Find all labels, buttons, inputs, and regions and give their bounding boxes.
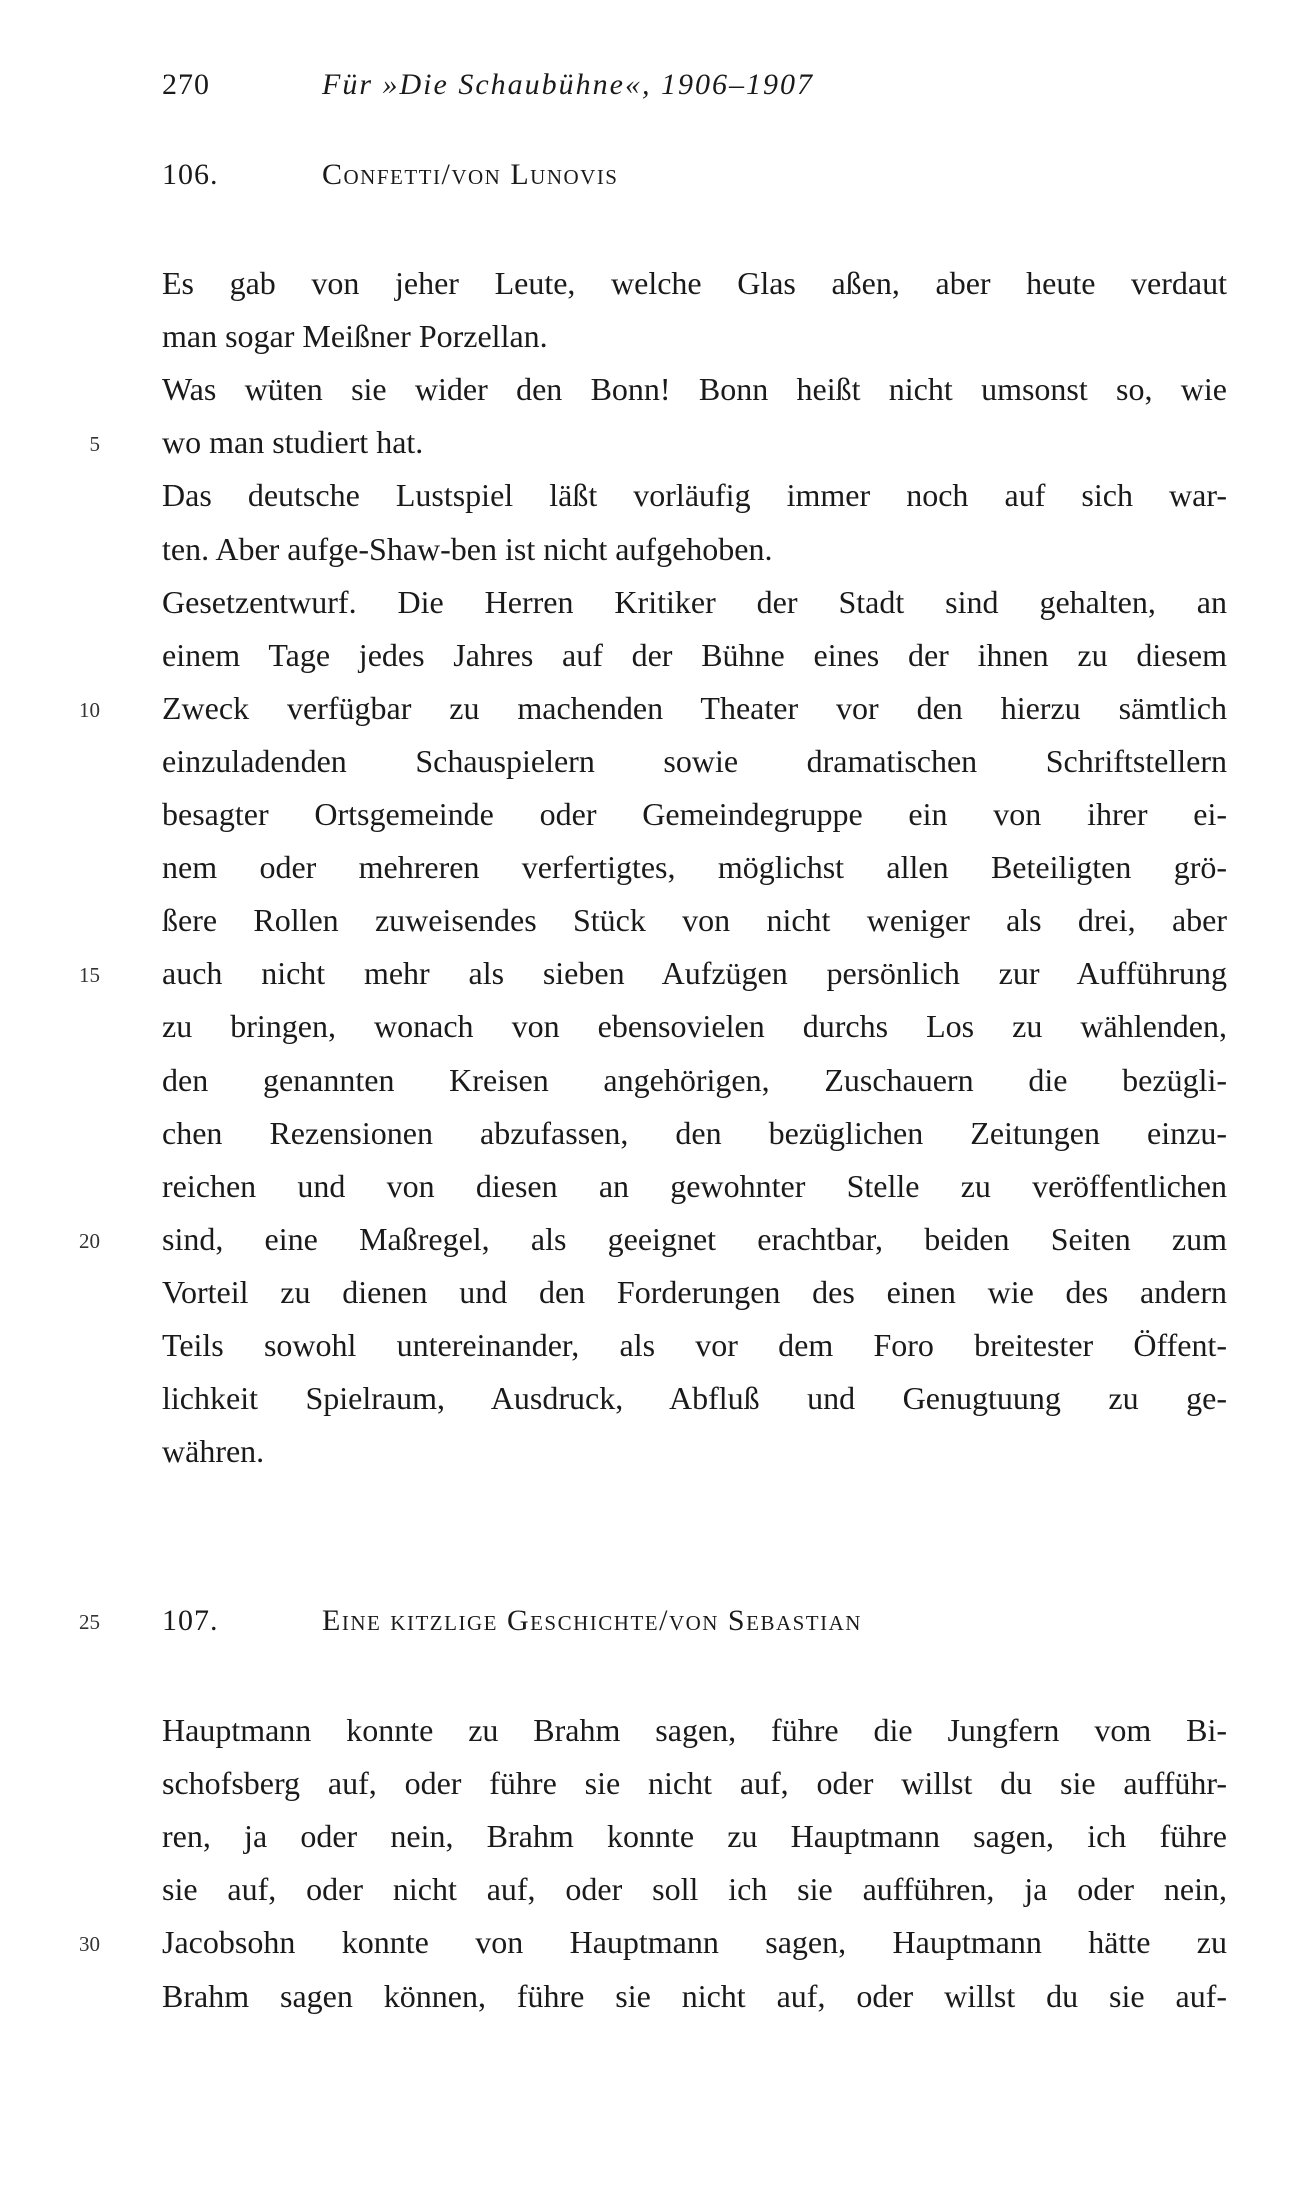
text-line: Zweck verfügbar zu machenden Theater vor den hierzu sämtlich (162, 689, 1227, 726)
line-number: 15 (79, 963, 100, 988)
text-line: ßere Rollen zuweisendes Stück von nicht weniger als drei, aber (162, 902, 1227, 939)
text-line: Gesetzentwurf. Die Herren Kritiker der Stadt sind gehalten, an (162, 583, 1227, 620)
line-number: 25 (79, 1610, 100, 1634)
text-line: einzuladenden Schauspielern sowie dramatischen Schriftstellern (162, 742, 1227, 779)
section-title: Eine kitzlige Geschichte/von Sebastian (322, 1604, 862, 1637)
text-line: wo man studiert hat. (162, 424, 424, 461)
text-line: chen Rezensionen abzufassen, den bezüglichen Zeitungen einzu- (162, 1114, 1227, 1151)
text-line: ten. Aber aufge-Shaw-ben ist nicht aufgehoben. (162, 530, 773, 567)
section-number: 107. (162, 1604, 219, 1637)
text-line: zu bringen, wonach von ebensovielen durchs Los zu wählenden, (162, 1008, 1227, 1045)
text-line: schofsberg auf, oder führe sie nicht auf, oder willst du sie aufführ- (162, 1765, 1227, 1802)
line-number: 10 (79, 697, 100, 722)
text-line: Das deutsche Lustspiel läßt vorläufig immer noch auf sich war- (162, 477, 1227, 514)
text-line: einem Tage jedes Jahres auf der Bühne eines der ihnen zu diesem (162, 636, 1227, 673)
section-number: 106. (162, 158, 219, 191)
text-line: lichkeit Spielraum, Ausdruck, Abfluß und Genugtuung zu ge- (162, 1380, 1227, 1417)
text-line: man sogar Meißner Porzellan. (162, 318, 548, 355)
line-number: 20 (79, 1228, 100, 1253)
text-line: währen. (162, 1433, 265, 1470)
text-line: sie auf, oder nicht auf, oder soll ich sie aufführen, ja oder nein, (162, 1871, 1227, 1908)
text-line: besagter Ortsgemeinde oder Gemeindegruppe ein von ihrer ei- (162, 796, 1227, 832)
running-head-title: Für »Die Schaubühne«, 1906–1907 (322, 68, 814, 101)
text-line: Was wüten sie wider den Bonn! Bonn heißt nicht umsonst so, wie (162, 371, 1227, 408)
text-line: Hauptmann konnte zu Brahm sagen, führe die Jungfern vom Bi- (162, 1712, 1227, 1748)
text-line: Brahm sagen können, führe sie nicht auf, oder willst du sie auf- (162, 1977, 1227, 2014)
text-line: Vorteil zu dienen und den Forderungen des einen wie des andern (162, 1273, 1227, 1310)
text-line: reichen und von diesen an gewohnter Stelle zu veröffentlichen (162, 1167, 1227, 1204)
text-line: Teils sowohl untereinander, als vor dem Foro breitester Öffent- (162, 1327, 1227, 1363)
text-line: auch nicht mehr als sieben Aufzügen persönlich zur Aufführung (162, 955, 1227, 992)
text-line: ren, ja oder nein, Brahm konnte zu Hauptmann sagen, ich führe (162, 1818, 1227, 1855)
text-line: Es gab von jeher Leute, welche Glas aßen, aber heute verdaut (162, 265, 1227, 301)
text-line: nem oder mehreren verfertigtes, möglichst allen Beteiligten grö- (162, 849, 1227, 886)
line-number: 5 (89, 432, 100, 457)
text-line: den genannten Kreisen angehörigen, Zuschauern die bezügli- (162, 1061, 1227, 1098)
line-number: 30 (79, 1932, 100, 1957)
running-head-page-number: 270 (162, 68, 210, 101)
text-line: Jacobsohn konnte von Hauptmann sagen, Hauptmann hätte zu (162, 1924, 1227, 1961)
text-line: sind, eine Maßregel, als geeignet erachtbar, beiden Seiten zum (162, 1220, 1227, 1257)
section-title: Confetti/von Lunovis (322, 158, 619, 191)
